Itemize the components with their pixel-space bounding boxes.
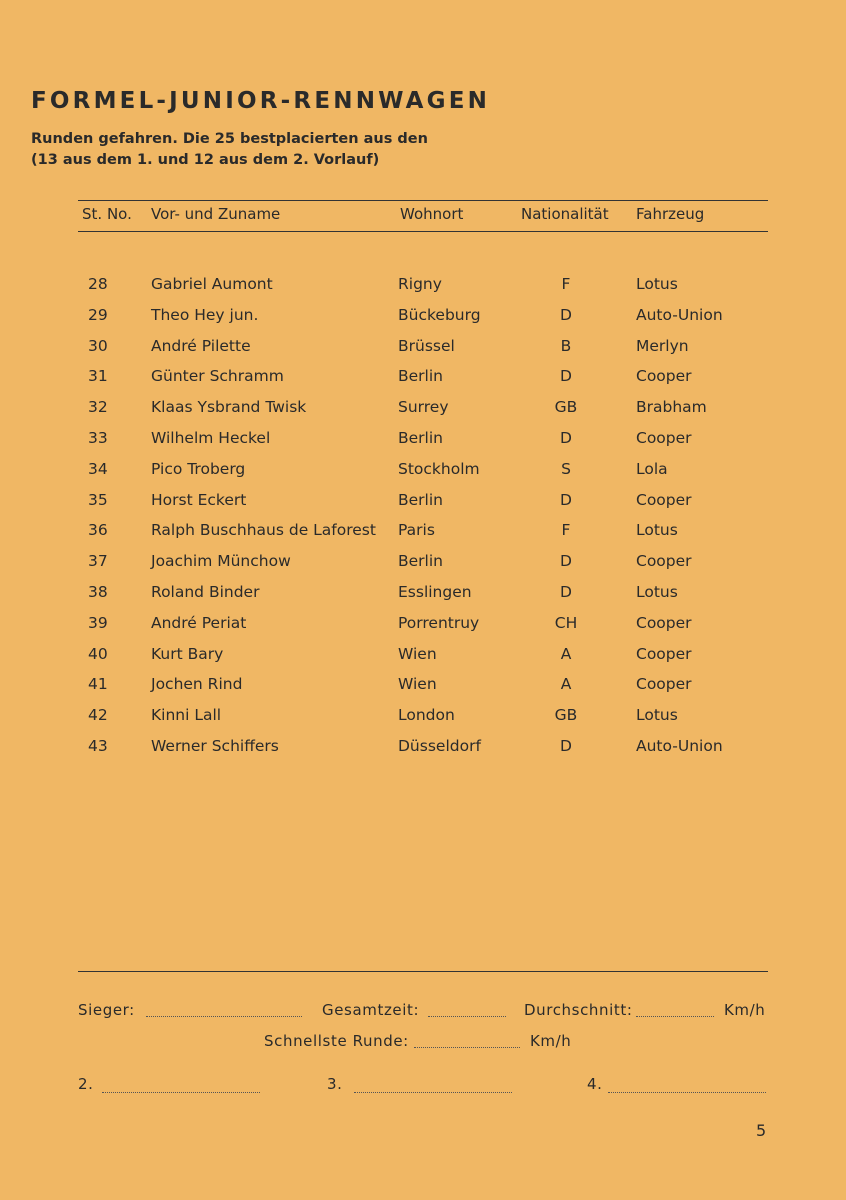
table-row [0, 275, 846, 301]
hometown: Rigny [398, 275, 442, 293]
header-vehicle: Fahrzeug [636, 205, 705, 223]
driver-name: Kurt Bary [151, 644, 224, 663]
vehicle: Cooper [636, 490, 692, 509]
second-place-dotted-line [102, 1092, 260, 1093]
start-number: 38 [88, 583, 108, 601]
table-row [0, 583, 846, 609]
subtitle-line-1: Runden gefahren. Die 25 bestplacierten aus den [31, 131, 428, 147]
table-row [0, 706, 846, 732]
table-row [0, 614, 846, 640]
hometown: Surrey [398, 398, 449, 417]
driver-name: Joachim Münchow [151, 552, 291, 571]
third-place-dotted-line [354, 1092, 512, 1093]
vehicle: Cooper [636, 429, 692, 447]
fastest-lap-label: Schnellste Runde: [264, 1032, 409, 1050]
subtitle-line-2: (13 aus dem 1. und 12 aus dem 2. Vorlauf) [31, 152, 380, 168]
start-number: 34 [88, 459, 108, 478]
nationality-code: D [560, 305, 572, 324]
start-number: 40 [88, 644, 108, 663]
driver-name: Theo Hey jun. [151, 305, 259, 324]
driver-name: André Periat [151, 613, 247, 632]
vehicle: Merlyn [636, 336, 689, 355]
fourth-place-label: 4. [587, 1075, 603, 1093]
winner-label: Sieger: [78, 1001, 135, 1019]
table-row [0, 552, 846, 578]
start-number: 37 [88, 552, 108, 571]
start-number: 28 [88, 275, 108, 293]
driver-name: Werner Schiffers [151, 737, 279, 755]
vehicle: Auto-Union [636, 737, 723, 755]
table-row [0, 398, 846, 424]
table-header-rule [78, 231, 768, 232]
third-place-label: 3. [327, 1075, 343, 1093]
total-time-label: Gesamtzeit: [322, 1001, 420, 1019]
average-dotted-line [636, 1016, 714, 1017]
driver-name: Ralph Buschhaus de Laforest [151, 521, 376, 540]
table-top-rule [78, 200, 768, 201]
hometown: Wien [398, 644, 437, 663]
hometown: Berlin [398, 552, 443, 571]
nationality-code: F [561, 521, 571, 540]
start-number: 35 [88, 490, 108, 509]
start-number: 36 [88, 521, 108, 540]
nationality-code: D [560, 490, 572, 509]
start-number: 39 [88, 613, 108, 632]
table-row [0, 675, 846, 701]
average-label: Durchschnitt: [524, 1001, 633, 1019]
hometown: Paris [398, 521, 435, 540]
vehicle: Cooper [636, 613, 692, 632]
table-row [0, 521, 846, 547]
start-number: 29 [88, 305, 108, 324]
nationality-code: CH [554, 613, 578, 632]
nationality-code: D [560, 367, 572, 386]
header-name: Vor- und Zuname [151, 205, 281, 223]
nationality-code: D [560, 552, 572, 571]
table-row [0, 429, 846, 455]
vehicle: Lola [636, 459, 668, 478]
start-number: 30 [88, 336, 108, 355]
winner-dotted-line [146, 1016, 302, 1017]
table-row [0, 460, 846, 486]
hometown: Berlin [398, 490, 443, 509]
driver-name: Roland Binder [151, 583, 260, 601]
driver-name: Wilhelm Heckel [151, 429, 271, 447]
driver-name: André Pilette [151, 336, 251, 355]
hometown: Esslingen [398, 583, 472, 601]
second-place-label: 2. [78, 1075, 94, 1093]
total-time-dotted-line [428, 1016, 506, 1017]
page-title: FORMEL-JUNIOR-RENNWAGEN [31, 88, 491, 114]
header-town: Wohnort [400, 205, 464, 223]
start-number: 31 [88, 367, 108, 386]
driver-name: Jochen Rind [151, 675, 243, 694]
fastest-lap-dotted-line [414, 1047, 520, 1048]
table-row [0, 367, 846, 393]
table-row [0, 337, 846, 363]
driver-name: Günter Schramm [151, 367, 284, 386]
driver-name: Gabriel Aumont [151, 275, 273, 293]
nationality-code: A [560, 644, 572, 663]
driver-name: Pico Troberg [151, 459, 246, 478]
hometown: Berlin [398, 367, 443, 386]
footer-rule [78, 971, 768, 972]
start-number: 32 [88, 398, 108, 417]
table-row [0, 306, 846, 332]
hometown: Stockholm [398, 459, 480, 478]
driver-name: Kinni Lall [151, 706, 222, 725]
nationality-code: A [560, 675, 572, 694]
vehicle: Cooper [636, 552, 692, 571]
start-number: 41 [88, 675, 108, 694]
hometown: Porrentruy [398, 613, 480, 632]
hometown: London [398, 706, 455, 725]
table-row [0, 491, 846, 517]
start-number: 33 [88, 429, 108, 447]
vehicle: Lotus [636, 583, 678, 601]
vehicle: Lotus [636, 521, 678, 540]
nationality-code: F [561, 275, 571, 293]
nationality-code: D [560, 737, 572, 755]
driver-name: Klaas Ysbrand Twisk [151, 398, 307, 417]
vehicle: Lotus [636, 706, 678, 725]
vehicle: Cooper [636, 644, 692, 663]
driver-name: Horst Eckert [151, 490, 247, 509]
fourth-place-dotted-line [608, 1092, 766, 1093]
nationality-code: GB [554, 706, 578, 725]
start-number: 43 [88, 737, 108, 755]
vehicle: Cooper [636, 367, 692, 386]
table-row [0, 645, 846, 671]
nationality-code: B [560, 336, 572, 355]
nationality-code: S [561, 459, 571, 478]
header-nationality: Nationalität [521, 205, 609, 223]
vehicle: Auto-Union [636, 305, 723, 324]
nationality-code: D [560, 429, 572, 447]
vehicle: Brabham [636, 398, 707, 417]
vehicle: Lotus [636, 275, 678, 293]
nationality-code: D [560, 583, 572, 601]
header-start-number: St. No. [82, 205, 132, 223]
average-unit: Km/h [724, 1001, 766, 1019]
fastest-lap-unit: Km/h [530, 1032, 572, 1050]
table-row [0, 737, 846, 763]
hometown: Düsseldorf [398, 737, 481, 755]
hometown: Brüssel [398, 336, 455, 355]
hometown: Bückeburg [398, 305, 481, 324]
page-number: 5 [756, 1121, 767, 1140]
vehicle: Cooper [636, 675, 692, 694]
nationality-code: GB [554, 398, 578, 417]
hometown: Berlin [398, 429, 443, 447]
start-number: 42 [88, 706, 108, 725]
hometown: Wien [398, 675, 437, 694]
